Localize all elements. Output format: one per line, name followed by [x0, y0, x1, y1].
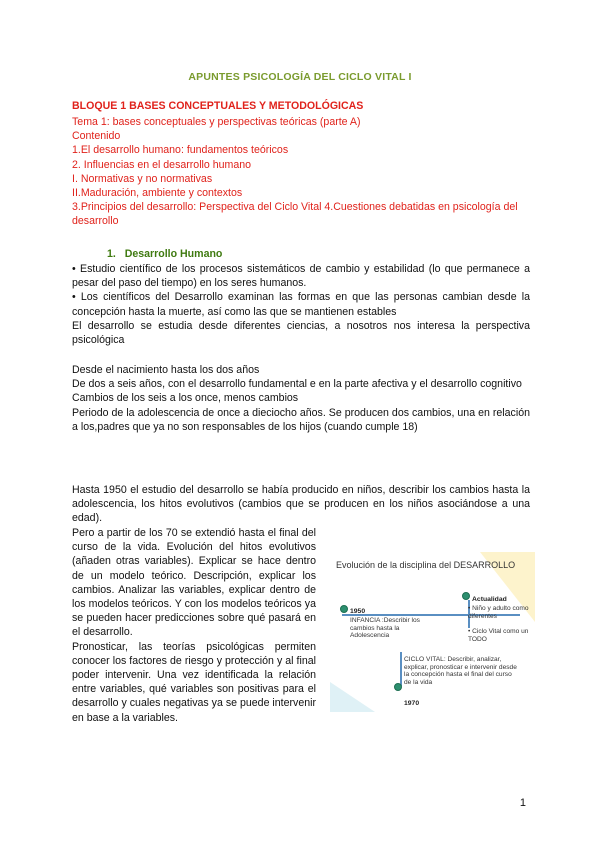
contents-item-2a: I. Normativas y no normativas	[72, 172, 213, 185]
history-column	[72, 526, 316, 725]
milestone-1970-dot	[394, 683, 402, 691]
age-line-2: De dos a seis años, con el desarrollo fundamental e en la parte afectiva y el desarrollo cognitivo	[72, 378, 522, 391]
section-body	[72, 262, 530, 347]
history-paragraph-2: Pero a partir de los 70 se extendió hasta el final del curso de la vida. Evolución del hitos evolutivos (añaden otras variables). Explicar se hace dentro de un modelo teórico. Descripción, explicar los cambios. Analizar las variables, explicar dentro de los modelos teóricos. Y con los modelos teóricos ya se pueden hacer predicciones sobre qué pasará en el desarrollo.	[72, 527, 316, 639]
label-actualidad-1: • Niño y adulto como diferentes	[468, 605, 529, 620]
section-heading	[107, 247, 222, 261]
label-ciclo-vital: CICLO VITAL: Describir, analizar, explicar, pronosticar e intervenir desde la concepción hasta el final del curso de la vida	[404, 656, 517, 686]
label-actualidad-2: • Ciclo Vital como un TODO	[468, 628, 529, 643]
label-1950: INFANCIA :Describir los cambios hasta la Adolescencia	[350, 617, 420, 640]
document-title: APUNTES PSICOLOGÍA DEL CICLO VITAL I	[188, 71, 412, 83]
year-1970: 1970	[404, 700, 420, 707]
milestone-actual-dot	[462, 592, 470, 600]
contents-section	[72, 115, 530, 229]
contents-item-3-4: 3.Principios del desarrollo: Perspectiva del Ciclo Vital 4.Cuestiones debatidas en psicología del desarrollo	[72, 201, 518, 228]
block-heading: BLOQUE 1 BASES CONCEPTUALES Y METODOLÓGICAS	[72, 100, 364, 112]
figure-decoration	[330, 682, 375, 712]
year-1950: 1950	[350, 608, 366, 615]
contents-item-2: 2. Influencias en el desarrollo humano	[72, 158, 252, 171]
paragraph-perspective: El desarrollo se estudia desde diferentes ciencias, a nosotros nos interesa la perspectiva psicológica	[72, 319, 530, 347]
bullet-1: • Estudio científico de los procesos sistemáticos de cambio y estabilidad (lo que permanece a pesar del paso del tiempo) en los seres humanos.	[72, 263, 530, 290]
year-actualidad: Actualidad	[472, 596, 507, 603]
age-line-3: Cambios de los seis a los once, menos cambios	[72, 392, 299, 405]
timeline-figure	[330, 552, 535, 712]
contents-item-1: 1.El desarrollo humano: fundamentos teóricos	[72, 144, 289, 157]
bullet-2: • Los científicos del Desarrollo examinan las formas en que las personas cambian desde la concepción hasta la muerte, así como las que se mantienen estables	[72, 291, 530, 318]
contents-label: Contenido	[72, 130, 121, 143]
section-number: 1.	[107, 248, 116, 260]
ages-section	[72, 363, 530, 434]
history-paragraph-3: Pronosticar, las teorías psicológicas permiten conocer los factores de riesgo y protección y al final poder intervenir. Una vez identificada la relación entre variables, qué variables son positivas para el desarrollo y cuales negativas ya se puede intervenir en base a la variables.	[72, 640, 316, 724]
history-paragraph-1: Hasta 1950 el estudio del desarrollo se había producido en niños, describir los cambios hasta la adolescencia, los hitos evolutivos (cambios que se producen en los niños asociándose a una edad).	[72, 484, 530, 525]
contents-item-2b: II.Maduración, ambiente y contextos	[72, 187, 243, 200]
topic-line: Tema 1: bases conceptuales y perspectivas teóricas (parte A)	[72, 116, 361, 128]
milestone-1950-dot	[340, 605, 348, 613]
age-line-4: Periodo de la adolescencia de once a dieciocho años. Se producen dos cambios, una en relación a los,padres que ya no son responsables de los hijos (cuando cumple 18)	[72, 406, 530, 433]
page-number: 1	[519, 797, 526, 809]
section-title: Desarrollo Humano	[124, 248, 223, 260]
timeline-branch	[400, 652, 402, 686]
age-line-1: Desde el nacimiento hasta los dos años	[72, 364, 260, 376]
figure-title: Evolución de la disciplina del DESARROLLO	[336, 560, 516, 570]
